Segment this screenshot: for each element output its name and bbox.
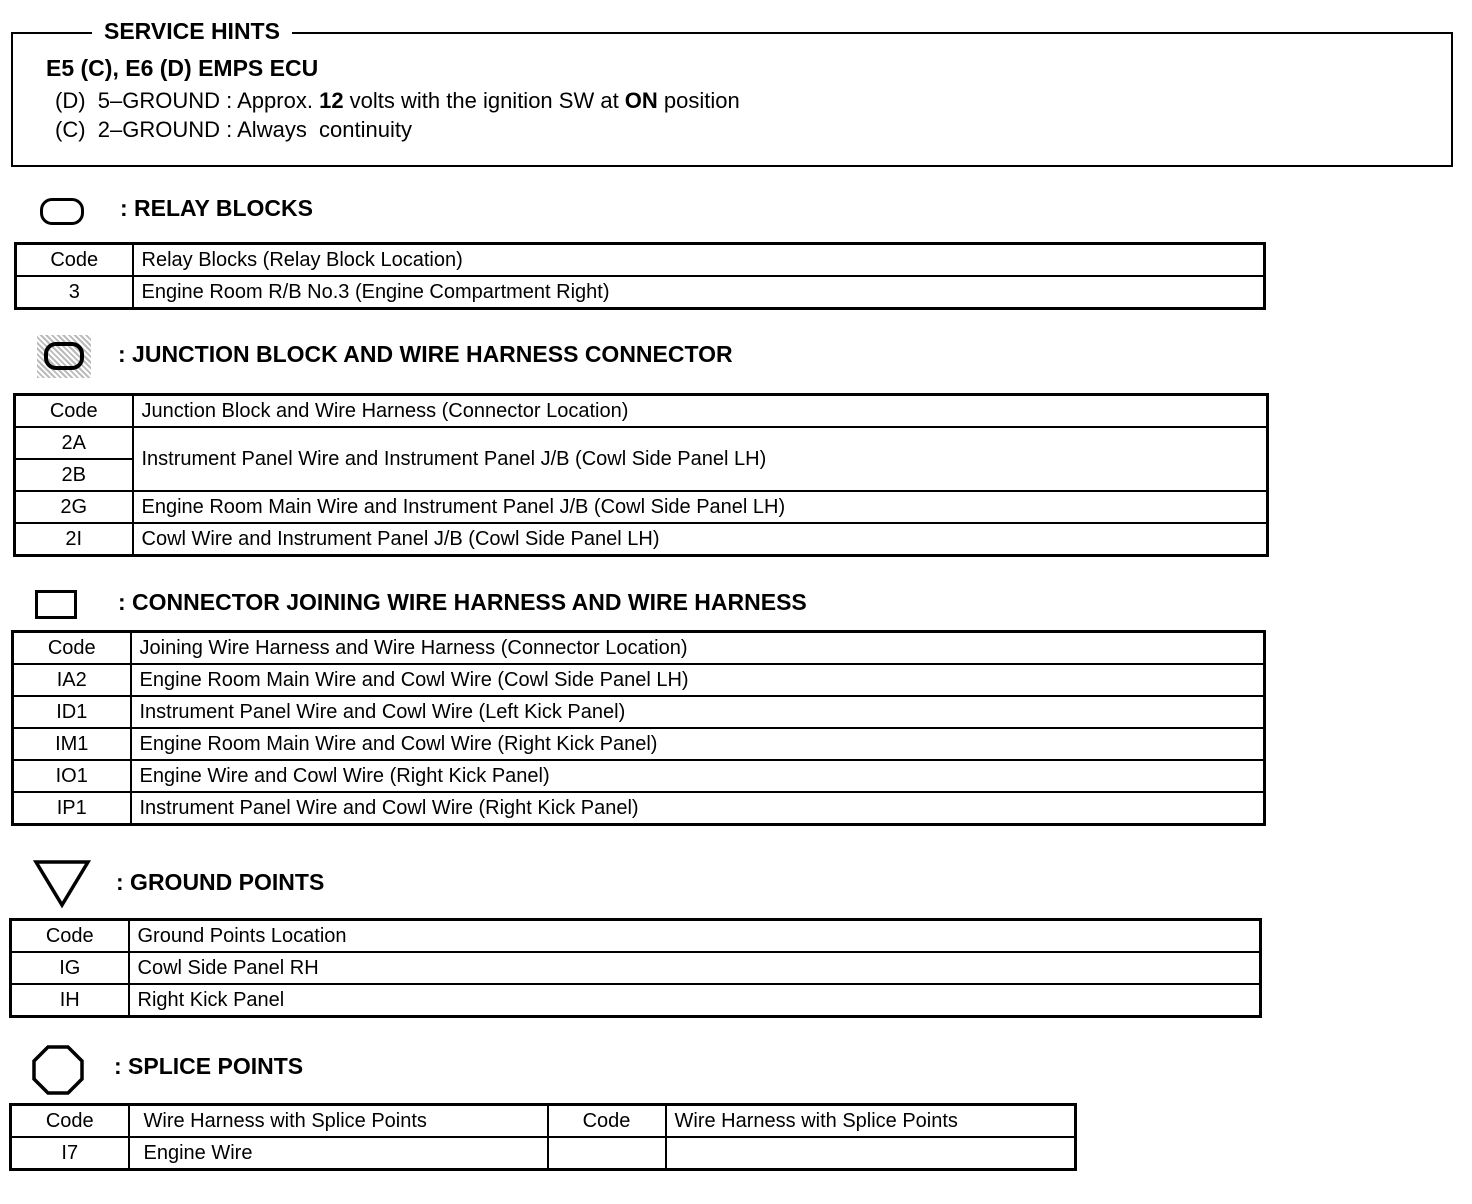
hint-line-c: (C) 2–GROUND : Always continuity xyxy=(55,117,412,142)
code-cell: 2A xyxy=(15,427,133,459)
desc-header: Wire Harness with Splice Points xyxy=(129,1105,548,1138)
table-row xyxy=(16,276,1265,309)
service-hints-title: SERVICE HINTS xyxy=(92,16,292,46)
code-cell xyxy=(548,1137,666,1170)
table-row xyxy=(15,427,1268,459)
shaded-rounded-rect-icon xyxy=(44,342,84,370)
desc-cell: Engine Room R/B No.3 (Engine Compartment Right) xyxy=(133,276,1265,309)
code-cell: IA2 xyxy=(13,664,131,696)
table-row xyxy=(13,728,1265,760)
code-header: Code xyxy=(16,244,133,277)
junction-block-table xyxy=(13,393,1269,557)
code-cell: IO1 xyxy=(13,760,131,792)
code-cell: 2B xyxy=(15,459,133,491)
code-cell: I7 xyxy=(11,1137,129,1170)
desc-header: Ground Points Location xyxy=(129,920,1261,953)
desc-header: Relay Blocks (Relay Block Location) xyxy=(133,244,1265,277)
desc-cell: Instrument Panel Wire and Instrument Panel J/B (Cowl Side Panel LH) xyxy=(133,427,1268,491)
table-header-row xyxy=(15,395,1268,428)
square-icon xyxy=(35,590,77,619)
desc-cell: Engine Room Main Wire and Cowl Wire (Right Kick Panel) xyxy=(131,728,1265,760)
table-row xyxy=(15,491,1268,523)
desc-cell: Engine Wire xyxy=(129,1137,548,1170)
code-cell: IH xyxy=(11,984,129,1017)
table-row xyxy=(15,523,1268,556)
rounded-rect-icon xyxy=(40,198,84,225)
ground-points-title: : GROUND POINTS xyxy=(116,869,325,895)
desc-cell: Engine Room Main Wire and Instrument Panel J/B (Cowl Side Panel LH) xyxy=(133,491,1268,523)
table-header-row xyxy=(13,632,1265,665)
table-header-row xyxy=(11,920,1261,953)
relay-blocks-table xyxy=(14,242,1266,310)
connector-title: : CONNECTOR JOINING WIRE HARNESS AND WIRE HARNESS xyxy=(118,589,807,615)
desc-cell: Engine Room Main Wire and Cowl Wire (Cowl Side Panel LH) xyxy=(131,664,1265,696)
desc-header: Joining Wire Harness and Wire Harness (Connector Location) xyxy=(131,632,1265,665)
table-row xyxy=(11,1137,1076,1170)
ground-points-table xyxy=(9,918,1262,1018)
connector-table xyxy=(11,630,1266,826)
desc-cell: Engine Wire and Cowl Wire (Right Kick Panel) xyxy=(131,760,1265,792)
table-header-row xyxy=(11,1105,1076,1138)
ecu-heading: E5 (C), E6 (D) EMPS ECU xyxy=(46,55,319,81)
code-cell: IP1 xyxy=(13,792,131,825)
table-row xyxy=(13,760,1265,792)
splice-points-title: : SPLICE POINTS xyxy=(114,1053,304,1079)
desc-cell: Cowl Side Panel RH xyxy=(129,952,1261,984)
hint-line-d: (D) 5–GROUND : Approx. 12 volts with the ignition SW at ON position xyxy=(55,88,740,113)
desc-header: Wire Harness with Splice Points xyxy=(666,1105,1076,1138)
table-row xyxy=(11,984,1261,1017)
table-row xyxy=(13,696,1265,728)
code-cell: 3 xyxy=(16,276,133,309)
code-header: Code xyxy=(11,1105,129,1138)
junction-block-title: : JUNCTION BLOCK AND WIRE HARNESS CONNECTOR xyxy=(118,341,733,367)
code-header: Code xyxy=(548,1105,666,1138)
relay-blocks-title: : RELAY BLOCKS xyxy=(120,195,313,221)
table-row xyxy=(13,792,1265,825)
table-row xyxy=(13,664,1265,696)
code-cell: ID1 xyxy=(13,696,131,728)
desc-cell: Right Kick Panel xyxy=(129,984,1261,1017)
desc-cell: Instrument Panel Wire and Cowl Wire (Right Kick Panel) xyxy=(131,792,1265,825)
desc-cell xyxy=(666,1137,1076,1170)
octagon-icon xyxy=(32,1045,84,1095)
code-cell: 2I xyxy=(15,523,133,556)
desc-cell: Cowl Wire and Instrument Panel J/B (Cowl Side Panel LH) xyxy=(133,523,1268,556)
code-header: Code xyxy=(13,632,131,665)
table-header-row xyxy=(16,244,1265,277)
code-header: Code xyxy=(11,920,129,953)
code-cell: 2G xyxy=(15,491,133,523)
desc-cell: Instrument Panel Wire and Cowl Wire (Left Kick Panel) xyxy=(131,696,1265,728)
splice-points-table xyxy=(9,1103,1077,1171)
code-header: Code xyxy=(15,395,133,428)
code-cell: IG xyxy=(11,952,129,984)
triangle-down-icon xyxy=(33,859,91,909)
code-cell: IM1 xyxy=(13,728,131,760)
desc-header: Junction Block and Wire Harness (Connector Location) xyxy=(133,395,1268,428)
table-row xyxy=(11,952,1261,984)
